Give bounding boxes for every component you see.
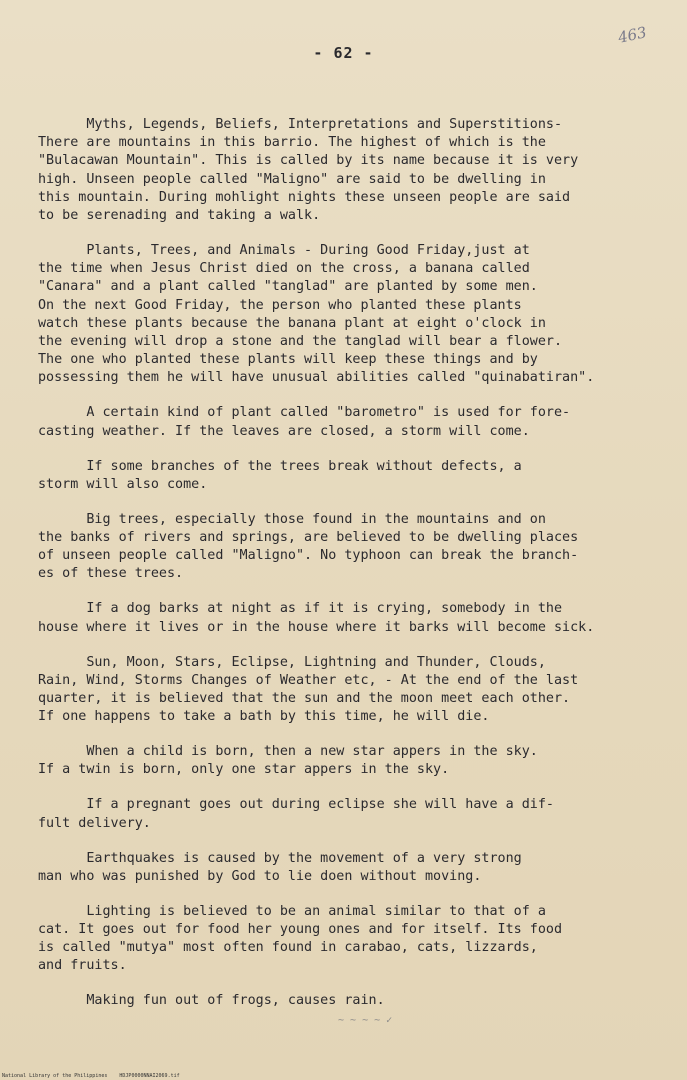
text-line: Plants, Trees, and Animals - During Good Friday,just at: [38, 243, 530, 259]
text-line: Earthquakes is caused by the movement of a very strong: [38, 850, 522, 866]
text-line: possessing them he will have unusual abilities called "quinabatiran".: [38, 370, 595, 386]
text-line: the evening will drop a stone and the tanglad will bear a flower.: [38, 334, 563, 350]
text-line: high. Unseen people called "Maligno" are said to be dwelling in: [38, 171, 546, 187]
text-line: and fruits.: [38, 958, 127, 974]
paragraph: [38, 116, 666, 225]
text-line: When a child is born, then a new star appers in the sky.: [38, 744, 538, 760]
paragraph: [38, 511, 666, 584]
paragraph: [38, 242, 666, 388]
paragraph: [38, 404, 666, 440]
text-line: Lighting is believed to be an animal similar to that of a: [38, 903, 546, 919]
text-line: If some branches of the trees break without defects, a: [38, 458, 522, 474]
text-line: If a twin is born, only one star appers in the sky.: [38, 762, 450, 778]
text-line: watch these plants because the banana plant at eight o'clock in: [38, 315, 546, 331]
paragraph: [38, 796, 666, 832]
text-line: Myths, Legends, Beliefs, Interpretations and Superstitions-: [38, 117, 563, 132]
paragraph: [38, 600, 666, 636]
paragraph: [38, 743, 666, 779]
text-line: "Canara" and a plant called "tanglad" are planted by some men.: [38, 279, 538, 295]
text-line: quarter, it is believed that the sun and the moon meet each other.: [38, 691, 571, 707]
text-line: man who was punished by God to lie doen without moving.: [38, 868, 482, 884]
text-line: casting weather. If the leaves are closed, a storm will come.: [38, 423, 530, 439]
text-line: If one happens to take a bath by this time, he will die.: [38, 709, 490, 725]
paragraph: [38, 654, 666, 727]
text-line: Sun, Moon, Stars, Eclipse, Lightning and Thunder, Clouds,: [38, 654, 546, 670]
text-line: Rain, Wind, Storms Changes of Weather etc, - At the end of the last: [38, 672, 579, 688]
paragraph: [38, 992, 666, 1010]
text-line: fult delivery.: [38, 815, 151, 831]
text-line: "Bulacawan Mountain". This is called by its name because it is very: [38, 153, 579, 169]
text-line: cat. It goes out for food her young ones and for itself. Its food: [38, 922, 563, 938]
text-line: If a dog barks at night as if it is crying, somebody in the: [38, 601, 563, 617]
text-line: es of these trees.: [38, 566, 184, 582]
body-text: [38, 116, 666, 1027]
paragraph: [38, 458, 666, 494]
text-line: is called "mutya" most often found in carabao, cats, lizzards,: [38, 940, 538, 956]
archive-footer: National Library of the Philippines HDJP0000NNAI2069.tif: [2, 1073, 180, 1079]
text-line: of unseen people called "Maligno". No typhoon can break the branch-: [38, 548, 579, 564]
text-line: A certain kind of plant called "barometro" is used for fore-: [38, 405, 571, 421]
text-line: the banks of rivers and springs, are believed to be dwelling places: [38, 530, 579, 546]
text-line: this mountain. During mohlight nights these unseen people are said: [38, 189, 571, 205]
page-number: - 62 -: [313, 44, 374, 62]
text-line: The one who planted these plants will keep these things and by: [38, 352, 538, 368]
text-line: to be serenading and taking a walk.: [38, 208, 321, 224]
text-line: If a pregnant goes out during eclipse she will have a dif-: [38, 797, 554, 813]
paragraph: [38, 903, 666, 976]
text-line: storm will also come.: [38, 476, 208, 492]
paragraph: [38, 850, 666, 886]
text-line: Big trees, especially those found in the mountains and on: [38, 511, 546, 527]
text-line: There are mountains in this barrio. The highest of which is the: [38, 135, 546, 151]
text-line: On the next Good Friday, the person who planted these plants: [38, 297, 522, 313]
handwritten-page-mark: 463: [616, 23, 649, 47]
text-line: the time when Jesus Christ died on the cross, a banana called: [38, 261, 530, 277]
decorative-trail-mark: ~ ~ ~ ~ ✓: [338, 1015, 393, 1026]
text-line: Making fun out of frogs, causes rain.: [38, 993, 385, 1009]
text-line: house where it lives or in the house where it barks will become sick.: [38, 619, 595, 635]
